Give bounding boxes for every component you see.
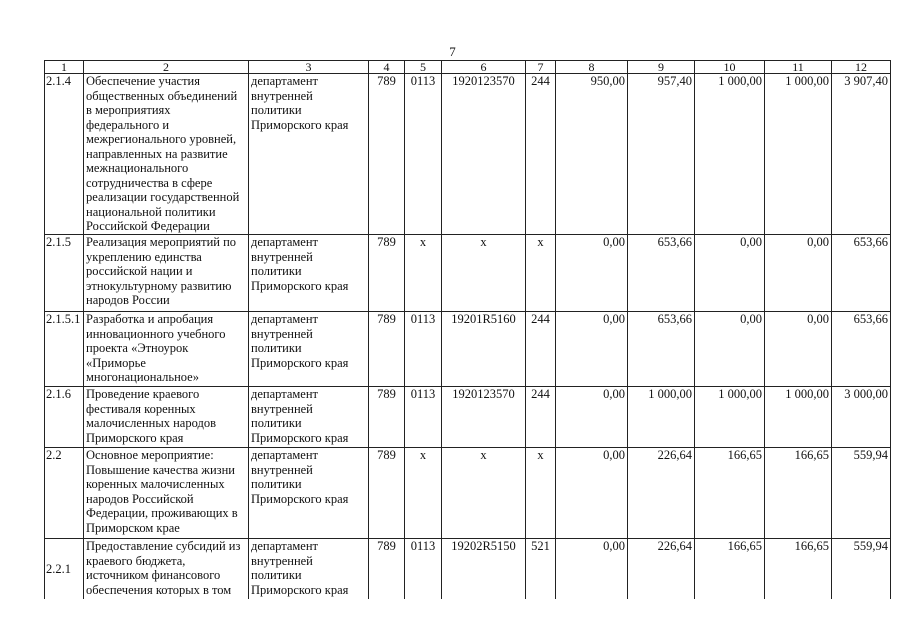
row-executor: департамент внутренней политики Приморского края <box>249 235 369 312</box>
col-header: 5 <box>405 61 442 74</box>
table-row <box>45 235 891 312</box>
row-number: 2.1.5 <box>45 235 84 312</box>
table-row <box>45 539 891 599</box>
cell-expense-type: 244 <box>526 387 556 448</box>
cell-expense-type: 244 <box>526 312 556 387</box>
cell-amount: 166,65 <box>765 448 832 539</box>
cell-grbs: 789 <box>369 235 405 312</box>
cell-total: 653,66 <box>832 312 891 387</box>
col-header: 3 <box>249 61 369 74</box>
cell-amount: 0,00 <box>695 312 765 387</box>
cell-section: 0113 <box>405 387 442 448</box>
row-name: Разработка и апробация инновационного учебного проекта «Этноурок «Приморье многонациональное» <box>84 312 249 387</box>
page-number: 7 <box>449 44 456 59</box>
cell-amount: 0,00 <box>765 312 832 387</box>
cell-grbs: 789 <box>369 448 405 539</box>
cell-amount: 0,00 <box>556 448 628 539</box>
cell-target: 19201R5160 <box>442 312 526 387</box>
row-executor: департамент внутренней политики Приморского края <box>249 312 369 387</box>
row-number: 2.1.5.1 <box>45 312 84 387</box>
cell-amount: 0,00 <box>765 235 832 312</box>
cell-amount: 166,65 <box>765 539 832 599</box>
header-row <box>45 61 891 74</box>
col-header: 2 <box>84 61 249 74</box>
cell-target: x <box>442 448 526 539</box>
cell-amount: 1 000,00 <box>695 74 765 235</box>
col-header: 9 <box>628 61 695 74</box>
cell-amount: 0,00 <box>695 235 765 312</box>
cell-grbs: 789 <box>369 312 405 387</box>
cell-amount: 1 000,00 <box>695 387 765 448</box>
cell-amount: 166,65 <box>695 539 765 599</box>
row-executor: департамент внутренней политики Приморского края <box>249 387 369 448</box>
row-number: 2.1.6 <box>45 387 84 448</box>
cell-amount: 226,64 <box>628 448 695 539</box>
cell-amount: 653,66 <box>628 312 695 387</box>
row-name: Основное мероприятие: Повышение качества жизни коренных малочисленных народов Российской Федерации, проживающих в Приморском крае <box>84 448 249 539</box>
cell-grbs: 789 <box>369 387 405 448</box>
cell-amount: 1 000,00 <box>765 387 832 448</box>
cell-amount: 950,00 <box>556 74 628 235</box>
cell-expense-type: 244 <box>526 74 556 235</box>
row-name: Обеспечение участия общественных объединений в мероприятиях федерального и межрегионального уровней, направленных на развитие межнационального сотрудничества в сфере реализации государственной национальной политики Российской Федерации <box>84 74 249 235</box>
cell-total: 559,94 <box>832 448 891 539</box>
row-number: 2.2.1 <box>45 539 84 599</box>
table-row <box>45 387 891 448</box>
cell-total: 3 000,00 <box>832 387 891 448</box>
cell-target: 19202R5150 <box>442 539 526 599</box>
cell-amount: 166,65 <box>695 448 765 539</box>
budget-table <box>44 60 891 599</box>
col-header: 7 <box>526 61 556 74</box>
cell-amount: 0,00 <box>556 235 628 312</box>
cell-target: x <box>442 235 526 312</box>
col-header: 8 <box>556 61 628 74</box>
row-number: 2.1.4 <box>45 74 84 235</box>
col-header: 1 <box>45 61 84 74</box>
cell-amount: 0,00 <box>556 387 628 448</box>
cell-section: 0113 <box>405 312 442 387</box>
cell-target: 1920123570 <box>442 387 526 448</box>
cell-amount: 1 000,00 <box>628 387 695 448</box>
cell-total: 653,66 <box>832 235 891 312</box>
cell-total: 3 907,40 <box>832 74 891 235</box>
cell-amount: 226,64 <box>628 539 695 599</box>
row-name: Проведение краевого фестиваля коренных малочисленных народов Приморского края <box>84 387 249 448</box>
cell-amount: 1 000,00 <box>765 74 832 235</box>
row-executor: департамент внутренней политики Приморского края <box>249 448 369 539</box>
cell-total: 559,94 <box>832 539 891 599</box>
col-header: 6 <box>442 61 526 74</box>
table-row <box>45 74 891 235</box>
col-header: 10 <box>695 61 765 74</box>
cell-amount: 0,00 <box>556 539 628 599</box>
cell-section: x <box>405 448 442 539</box>
table-row <box>45 312 891 387</box>
cell-target: 1920123570 <box>442 74 526 235</box>
table-row <box>45 448 891 539</box>
cell-expense-type: 521 <box>526 539 556 599</box>
cell-amount: 653,66 <box>628 235 695 312</box>
col-header: 4 <box>369 61 405 74</box>
cell-expense-type: x <box>526 448 556 539</box>
col-header: 11 <box>765 61 832 74</box>
cell-expense-type: x <box>526 235 556 312</box>
cell-amount: 0,00 <box>556 312 628 387</box>
cell-section: 0113 <box>405 539 442 599</box>
cell-grbs: 789 <box>369 539 405 599</box>
cell-grbs: 789 <box>369 74 405 235</box>
col-header: 12 <box>832 61 891 74</box>
cell-section: x <box>405 235 442 312</box>
cell-section: 0113 <box>405 74 442 235</box>
row-name: Предоставление субсидий из краевого бюджета, источником финансового обеспечения которых в том <box>84 539 249 599</box>
row-executor: департамент внутренней политики Приморского края <box>249 539 369 599</box>
row-name: Реализация мероприятий по укреплению единства российской нации и этнокультурному развитию народов России <box>84 235 249 312</box>
cell-amount: 957,40 <box>628 74 695 235</box>
row-number: 2.2 <box>45 448 84 539</box>
row-executor: департамент внутренней политики Приморского края <box>249 74 369 235</box>
